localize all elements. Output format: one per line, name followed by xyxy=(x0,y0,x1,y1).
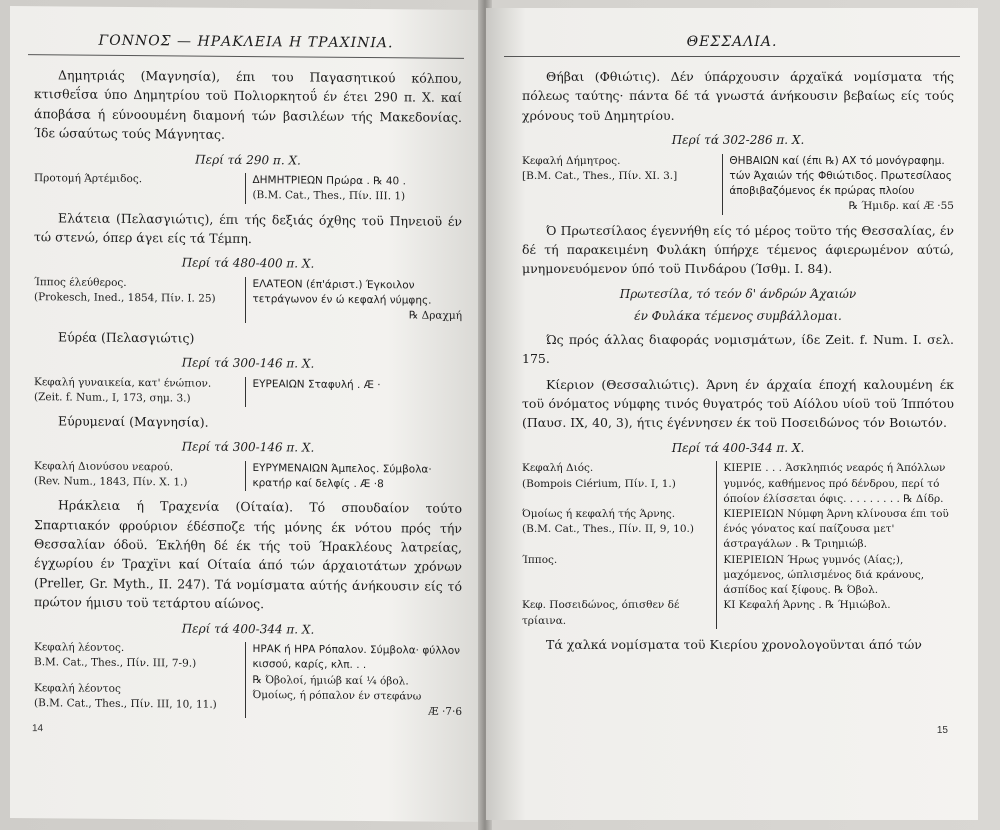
coin-obverse: Κεφαλή Διονύσου νεαρού. xyxy=(34,460,174,474)
coin-obverse: Κεφ. Ποσειδώνος, όπισθεν δέ τρίαινα. xyxy=(522,599,680,627)
left-page xyxy=(10,6,482,822)
coin-denomination: Æ ·7·6 xyxy=(428,705,462,718)
running-head-right: ΘΕΣΣΑΛΙΑ. xyxy=(504,8,960,57)
coin-reference: (Β.Μ. Cat., Thes., Πίν. III. 1) xyxy=(252,189,406,203)
period-heading: Περί τά 400-344 π. Χ. xyxy=(181,621,315,637)
running-head-left: ΓΟΝΝΟΣ — ΗΡΑΚΛΕΙΑ Η ΤΡΑΧΙΝΙΑ. xyxy=(28,6,464,59)
period-heading: Περί τά 300-146 π. Χ. xyxy=(181,439,315,455)
reference-paragraph: Ώς πρός άλλας διαφοράς νομισμάτων, ίδε Zeit. f. Num. I. σελ. 175. xyxy=(522,331,954,367)
coin-obverse: Ίππος. xyxy=(522,553,558,566)
thebai-paragraph: Θήβαι (Φθιώτις). Δέν ύπάρχουσιν άρχαϊκά νομίσματα τής πόλεως ταύτης· πάντα δέ τά γνωστά άνήκουσιν βεβαίως είς τούς χρόνους τοϋ Δημητρίου. xyxy=(522,69,954,123)
right-page xyxy=(486,8,978,820)
coin-entry xyxy=(34,171,462,205)
coin-reference: (Zeit. f. Num., I, 173, σημ. 3.) xyxy=(34,390,191,405)
coin-obverse: Όμοίως ή κεφαλή τής Άρνης. xyxy=(522,508,676,521)
coin-obverse: Κεφαλή λέοντος xyxy=(34,681,121,695)
coin-reference: (Prokesch, Ined., 1854, Πίν. I. 25) xyxy=(34,291,216,305)
coin-entry xyxy=(34,375,462,409)
coin-reverse: ΘΗΒΑΙΩΝ καί (έπι ℞) ΑΧ τό μονόγραφημ. τών Άχαιών τής Φθιώτιδος. Πρωτεσίλαος άποβιβαζόμενος έκ πρώρας πλοίου xyxy=(729,154,952,198)
coin-reverse: ΕΥΡΥΜΕΝΑΙΩΝ Άμπελος. Σύμβολα· κρατήρ καί δελφίς . Æ ·8 xyxy=(252,461,432,491)
period-heading: Περί τά 302-286 π. Χ. xyxy=(671,133,805,148)
coin-reverse: ΕΥΡΕΑΙΩΝ Σταφυλή . Æ · xyxy=(252,377,381,391)
pindar-quote-line: έν Φυλάκα τέμενος συμβάλλομαι. xyxy=(634,309,842,324)
herakleia-paragraph: Ηράκλεια ή Τραχενία (Οίταία). Τό σπουδαίον τούτο Σπαρτιακόν φρούριον έδέσποζε τής μόνης έκ νότου πρός τήν Θεσσαλίαν όδοϋ. Έκλήθη δέ έκ τής τοϋ Ήρακλέους λατρείας, έγχωρίου έν Τραχϊνι καί Οίταία άπό τών άρχαιοτάτων χρόνων (Preller, Gr. Myth., II. 247). Τά νομίσματα αύτής άνήκουσιν είς τό πρώτον ήμισυ τοϋ τετάρτου αίώνος. xyxy=(34,497,462,612)
coin-denomination: ℞ Δραχμή xyxy=(408,309,462,323)
coin-reverse: ΔΗΜΗΤΡΙΕΩΝ Πρώρα . ℞ 40 . xyxy=(252,174,406,188)
coin-reference: [Β.Μ. Cat., Thes., Πίν. XI. 3.] xyxy=(522,169,678,182)
protesilaos-paragraph: Ό Πρωτεσίλαος έγεννήθη είς τό μέρος τοϋτο τής Θεσσαλίας, έν δέ τή παρακειμένη Φυλάκη ύπήρχε τέμενος άφιερωμένον αύτώ, μνημονευόμενον ύπό τοϋ Πινδάρου (Ίσθμ. I. 84). xyxy=(522,222,954,277)
coin-reverse: ΚΙ Κεφαλή Άρνης . ℞ Ήμιώβολ. xyxy=(723,599,891,612)
coin-denomination: ℞ Ήμιδρ. καί Æ ·55 xyxy=(848,200,954,213)
kierion-paragraph: Κίεριον (Θεσσαλιώτις). Άρνη έν άρχαία έποχή καλουμένη έκ τοϋ όνόματος νύμφης τινός θυγατρός τοϋ Αίόλου υίοϋ τοϋ Ίππότου (Παυσ. IX, 40, 3), ήτις έγέννησεν έκ τοϋ Ποσειδώνος τόν Βοιωτόν. xyxy=(522,376,954,431)
pindar-quote-line: Πρωτεσίλα, τό τεόν δ' άνδρών Άχαιών xyxy=(619,286,857,301)
coin-obverse: Κεφαλή Διός. xyxy=(522,462,594,475)
coin-reverse: ΕΛΑΤΕΟΝ (έπ'άριστ.) Έγκοιλον τετράγωνον έν ώ κεφαλή νύμφης. xyxy=(252,277,432,307)
coin-reverse: ΚΙΕΡΙΕ . . . Άσκληπιός νεαρός ή Άπόλλων γυμνός, καθήμενος πρό δένδρου, περί τό όποίον έλίσσεται όφις. . . . . . . . . ℞ Δίδρ. xyxy=(723,462,946,505)
page-number-right: 15 xyxy=(936,725,948,736)
coin-obverse: Ίππος έλεύθερος. xyxy=(34,276,127,289)
coin-obverse: Κεφαλή γυναικεία, κατ' ένώπιον. xyxy=(34,375,212,390)
coin-obverse: Κεφαλή λέοντος. xyxy=(34,641,125,655)
page-number-left: 14 xyxy=(32,723,44,735)
coin-reverse: Όμοίως, ή ρόπαλον έν στεφάνω xyxy=(252,688,422,703)
coin-obverse: Κεφαλή Δήμητρος. xyxy=(522,154,621,167)
eurymenai-heading: Εύρυμεναί (Μαγνησία). xyxy=(58,413,209,430)
elateia-paragraph: Ελάτεια (Πελασγιώτις), έπι τής δεξιάς όχθης τοϋ Πηνειοϋ έν τώ στενώ, όπερ άγει είς τά Τέμπη. xyxy=(34,209,462,246)
period-heading: Περί τά 300-146 π. Χ. xyxy=(181,355,315,371)
demetrias-paragraph: Δημητριάς (Μαγνησία), έπι του Παγασητικού κόλπου, κτισθεΐσα ύπο Δημητρίου τοϋ Πολιορκητοΰ έν έτει 290 π. Χ. καί άποβάσα ή εύνοουμένη διαμονή τών βασιλέων τής Μακεδονίας. Ίδε ώσαύτως τούς Μάγνητας. xyxy=(34,67,462,142)
period-heading: Περί τά 480-400 π. Χ. xyxy=(181,255,315,271)
coin-reference: (B.M. Cat., Thes., Πίν. III, 10, 11.) xyxy=(34,696,217,711)
period-heading: Περί τά 400-344 π. Χ. xyxy=(671,440,805,455)
coin-reverse: ΗΡΑΚ ή ΗΡΑ Ρόπαλον. Σύμβολα· φύλλον κισσού, καρίς, κλπ. . . xyxy=(252,643,461,672)
coin-reverse: ΚΙΕΡΙΕΙΩΝ Νύμφη Άρνη κλίνουσα έπι τοϋ ένός γόνατος καί παίζουσα μετ' άστραγάλων . ℞ Τριημιώβ. xyxy=(723,508,949,551)
coin-denomination: ℞ Όβολοί, ήμιώβ καί ¼ όβολ. xyxy=(252,673,409,688)
coin-entry xyxy=(522,154,954,215)
coin-entry xyxy=(34,459,462,493)
eurea-heading: Εύρέα (Πελασγιώτις) xyxy=(58,328,195,346)
coin-reverse: ΚΙΕΡΙΕΙΩΝ Ήρως γυμνός (Αίας;), μαχόμενος, ώπλισμένος διά κράνους, άσπίδος καί ξίφους. ℞ Όβολ. xyxy=(723,553,925,597)
coin-reference: Β.Μ. Cat., Thes., Πίν. III, 7-9.) xyxy=(34,656,197,670)
coin-reference: (Bompois Ciérium, Πίν. I, 1.) xyxy=(522,477,676,490)
coin-obverse: Προτομή Άρτέμιδος. xyxy=(34,172,143,186)
coin-entry xyxy=(34,640,462,720)
coin-reference: (Rev. Num., 1843, Πίν. X. 1.) xyxy=(34,475,188,489)
period-heading: Περί τά 290 π. Χ. xyxy=(195,152,301,167)
coin-entry xyxy=(34,275,462,324)
kierion-coin-table xyxy=(522,461,954,628)
closing-line: Τά χαλκά νομίσματα τοϋ Κιερίου χρονολογοϋνται άπό τών xyxy=(546,636,922,652)
coin-reference: (Β.Μ. Cat., Thes., Πίν. II, 9, 10.) xyxy=(522,523,694,536)
